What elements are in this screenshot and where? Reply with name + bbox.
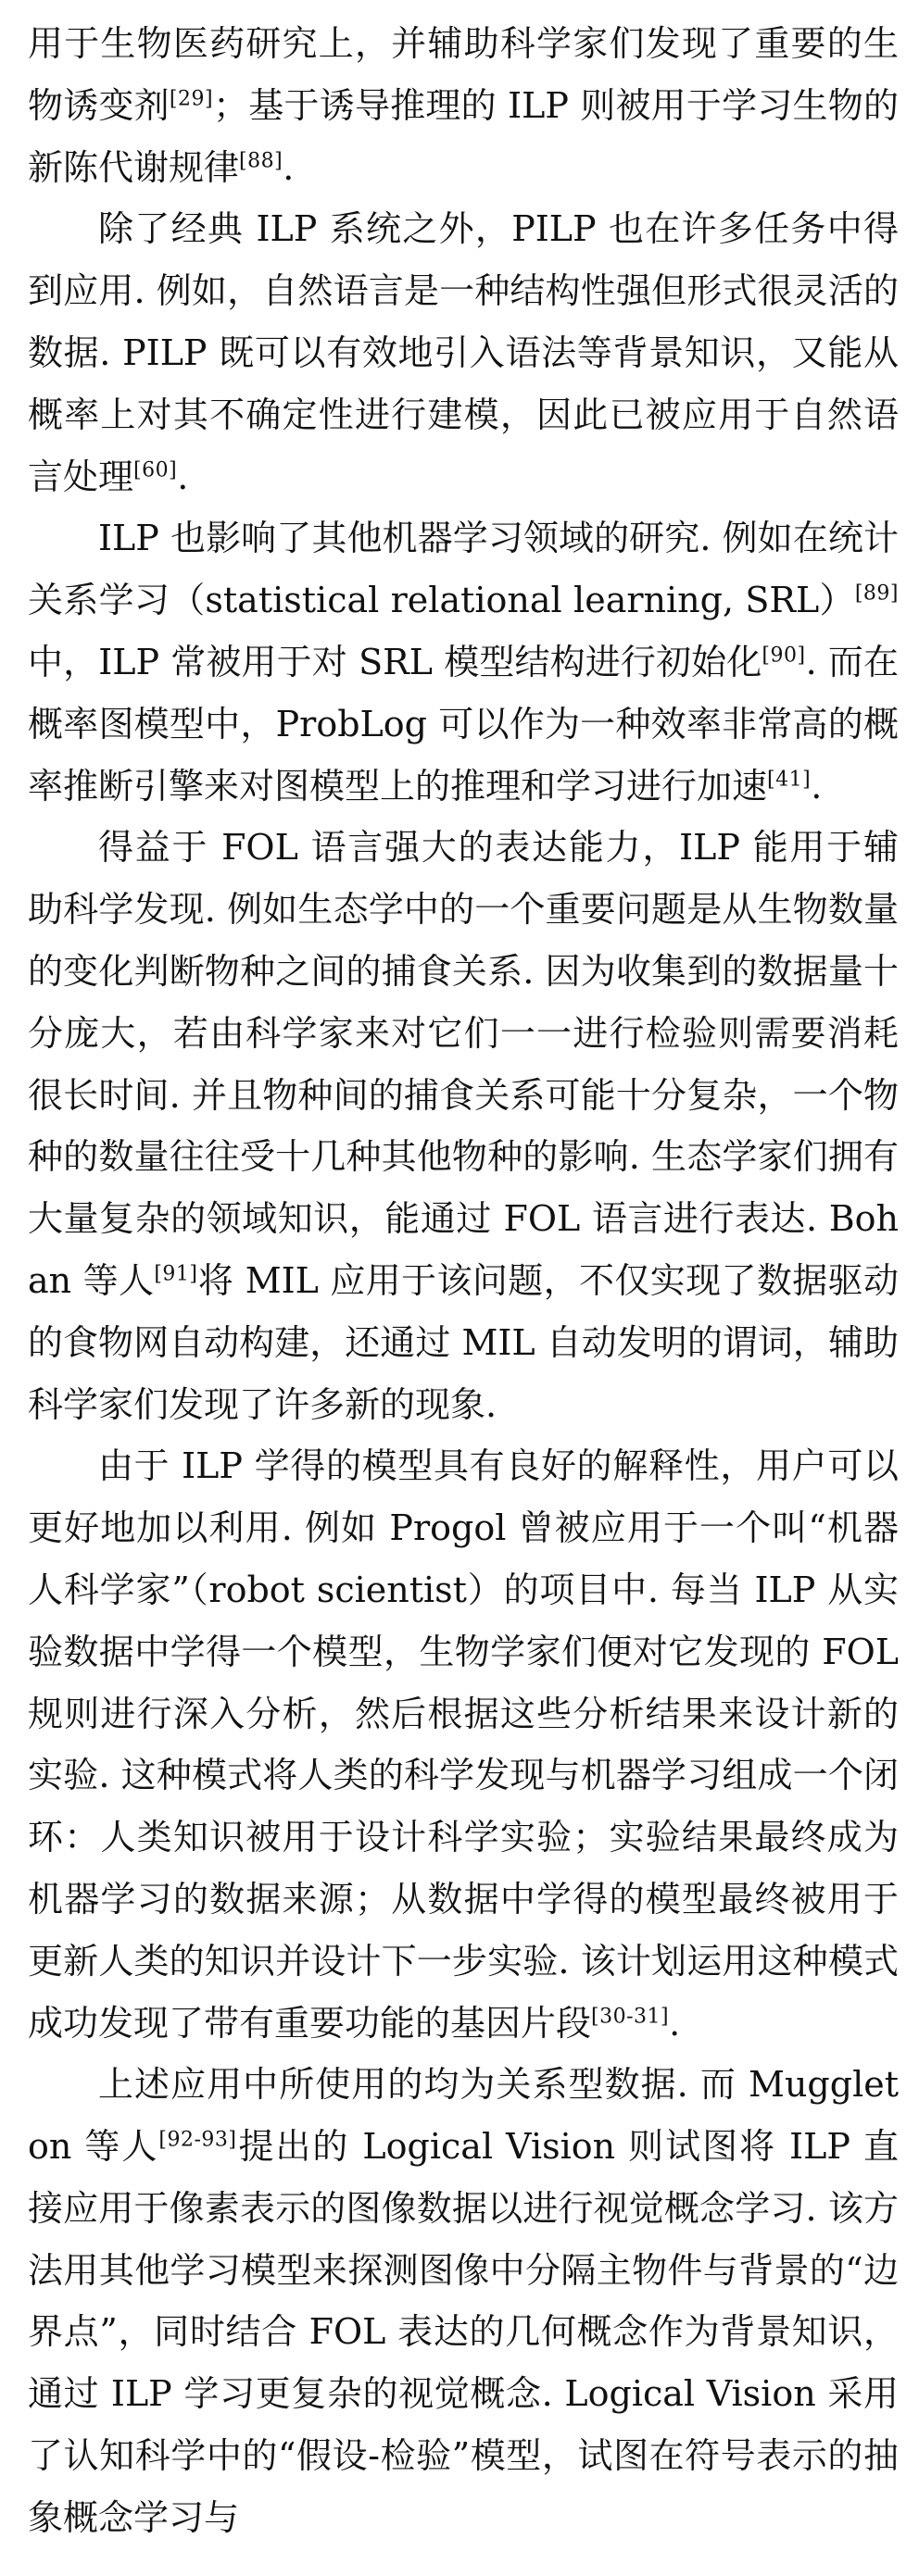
- text-segment: 上述应用中所使用的均为关系型数据. 而 Muggleton 等人: [28, 2064, 899, 2168]
- paragraph-scientific-discovery: [28, 817, 899, 1435]
- paragraph-srl: [28, 507, 899, 817]
- citation[interactable]: [91]: [154, 1262, 198, 1286]
- paragraph-pilp-applications: [28, 198, 899, 507]
- text-segment: 将 MIL 应用于该问题，不仅实现了数据驱动的食物网自动构建，还通过 MIL 自动发明的谓词，辅助科学家们发现了许多新的现象.: [28, 1259, 899, 1425]
- text-segment: . 而在概率图模型中，ProbLog 可以作为一种效率非常高的概率推断引擎来对图模型上的推理和学习进行加速: [28, 641, 899, 807]
- citation[interactable]: [89]: [854, 581, 899, 606]
- text-segment: 提出的 Logical Vision 则试图将 ILP 直接应用于像素表示的图像数据以进行视觉概念学习. 该方法用其他学习模型来探测图像中分隔主物件与背景的“边界点”，同时结合 FOL 表达的几何概念作为背景知识，通过 ILP 学习更复杂的视觉概念. Logical Vision 采用了认知科学中的“假设-检验”模型，试图在符号表示的抽象概念学习与: [28, 2126, 900, 2538]
- citation[interactable]: [90]: [762, 644, 806, 668]
- text-segment: .: [283, 146, 295, 188]
- paragraph-logical-vision: [28, 2054, 899, 2548]
- text-segment: .: [811, 765, 823, 807]
- text-segment: ILP 也影响了其他机器学习领域的研究. 例如在统计关系学习（statistical relational learning, SRL）: [28, 518, 899, 621]
- citation[interactable]: [92-93]: [158, 2128, 237, 2152]
- citation[interactable]: [41]: [767, 767, 812, 791]
- citation[interactable]: [88]: [239, 148, 283, 172]
- text-segment: 中，ILP 常被用于对 SRL 模型结构进行初始化: [28, 641, 762, 682]
- text-segment: 得益于 FOL 语言强大的表达能力，ILP 能用于辅助科学发现. 例如生态学中的一个重要问题是从生物数量的变化判断物种之间的捕食关系. 因为收集到的数据量十分庞大，若由科学家来对它们一一进行检验则需要消耗很长时间. 并且物种间的捕食关系可能十分复杂，一个物种的数量往往受十几种其他物种的影响. 生态学家们拥有大量复杂的领域知识，能通过 FOL 语言进行表达. Bohan 等人: [28, 827, 899, 1301]
- citation[interactable]: [60]: [133, 457, 178, 481]
- citation[interactable]: [29]: [169, 87, 214, 111]
- text-segment: .: [177, 456, 189, 497]
- paragraph-robot-scientist: [28, 1435, 899, 2054]
- text-segment: 除了经典 ILP 系统之外，PILP 也在许多任务中得到应用. 例如，自然语言是一种结构性强但形式很灵活的数据. PILP 既可以有效地引入语法等背景知识，又能从概率上对其不确定性进行建模，因此已被应用于自然语言处理: [28, 208, 899, 497]
- citation[interactable]: [30-31]: [591, 2004, 670, 2028]
- paragraph-1-continued: [28, 13, 899, 198]
- text-segment: ；基于诱导推理的 ILP 则被用于学习生物的新陈代谢规律: [28, 84, 899, 188]
- text-segment: 由于 ILP 学得的模型具有良好的解释性，用户可以更好地加以利用. 例如 Progol 曾被应用于一个叫“机器人科学家”（robot scientist）的项目中. 每当 ILP 从实验数据中学得一个模型，生物学家们便对它发现的 FOL 规则进行深入分析，然后根据这些分析结果来设计新的实验. 这种模式将人类的科学发现与机器学习组成一个闭环：人类知识被用于设计科学实验；实验结果最终成为机器学习的数据来源；从数据中学得的模型最终被用于更新人类的知识并设计下一步实验. 该计划运用这种模式成功发现了带有重要功能的基因片段: [28, 1445, 899, 2044]
- text-segment: .: [669, 2002, 681, 2044]
- text-segment: 用于生物医药研究上，并辅助科学家们发现了重要的生物诱变剂: [28, 23, 899, 126]
